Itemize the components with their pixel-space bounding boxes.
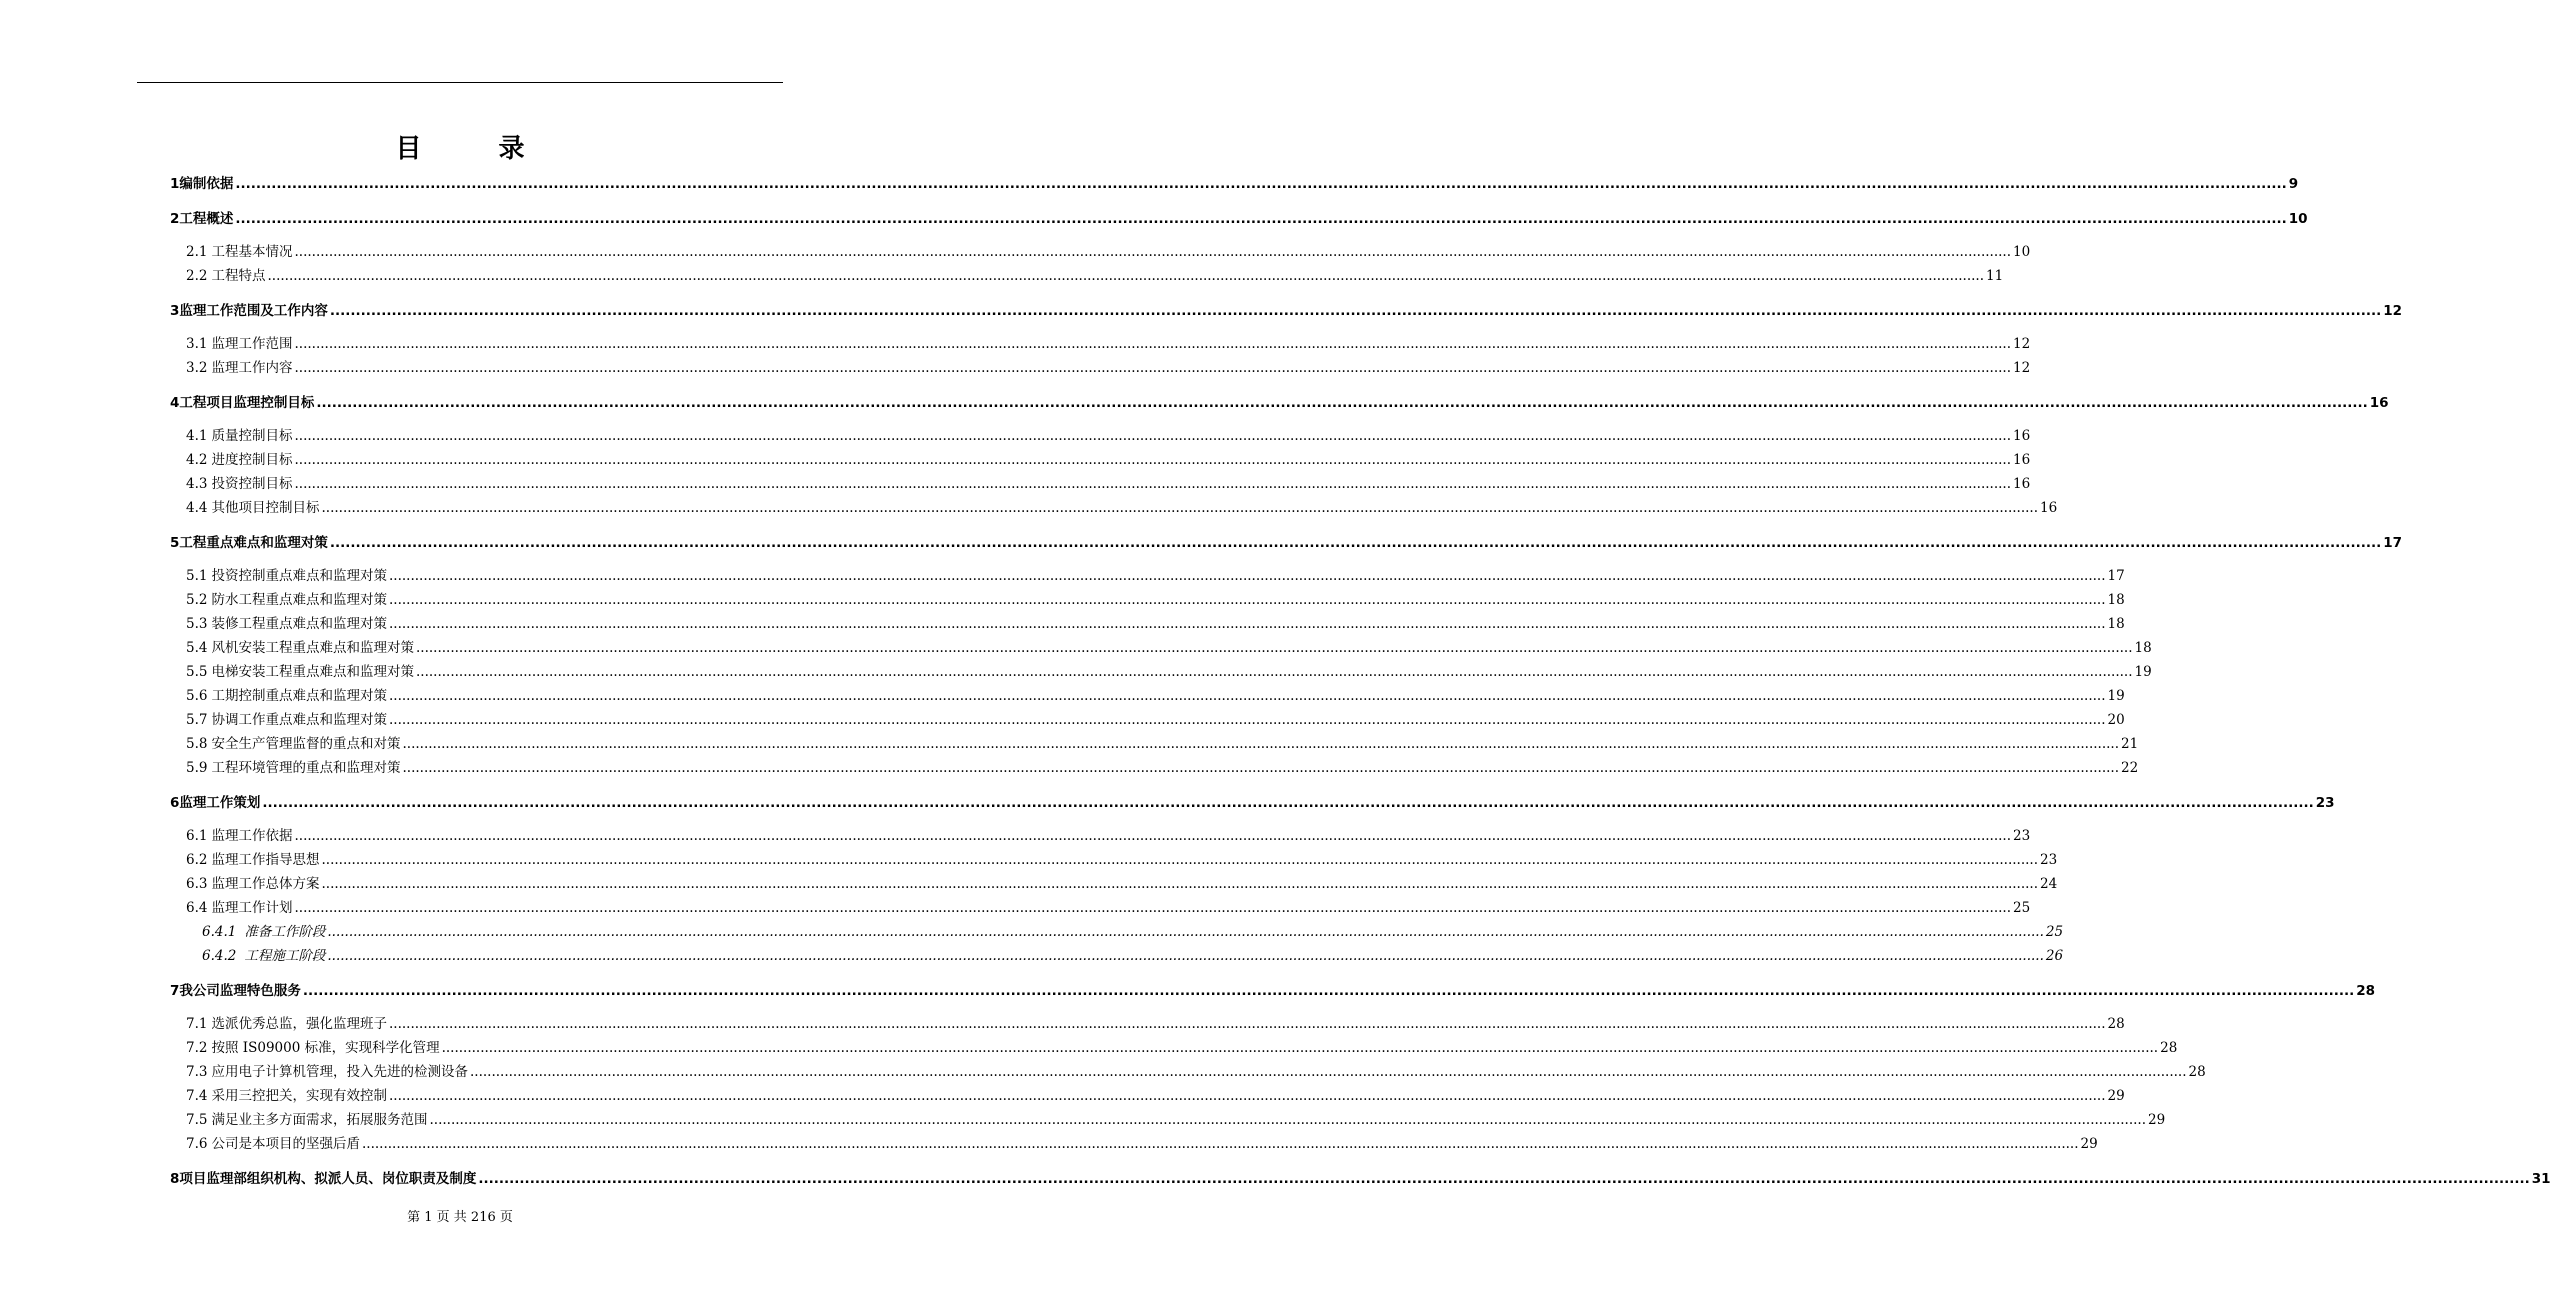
toc-entry-page: 23	[2013, 828, 2031, 844]
toc-entry-page: 12	[2383, 303, 2403, 319]
toc-dot-leader: ................................................................................................................................................................................................................................................................................................................................................................................................................	[388, 688, 2106, 704]
toc-entry-page: 17	[2107, 568, 2125, 584]
toc-dot-leader: ................................................................................................................................................................................................................................................................................................................................................................................................................	[388, 1088, 2106, 1104]
toc-dot-leader: ................................................................................................................................................................................................................................................................................................................................................................................................................	[316, 395, 2368, 411]
toc-entry-title: 监理工作计划	[211, 900, 293, 916]
toc-dot-leader: ................................................................................................................................................................................................................................................................................................................................................................................................................	[469, 1064, 2187, 1080]
toc-entry[interactable]	[186, 424, 2031, 444]
toc-dot-leader: ................................................................................................................................................................................................................................................................................................................................................................................................................	[402, 736, 2119, 752]
toc-entry[interactable]	[186, 588, 2125, 608]
toc-entry-page: 10	[2013, 244, 2031, 260]
toc-entry-page: 23	[2315, 795, 2335, 811]
toc-entry[interactable]	[186, 824, 2031, 844]
toc-dot-leader: ................................................................................................................................................................................................................................................................................................................................................................................................................	[388, 1016, 2106, 1032]
toc-entry-number: 6.1	[186, 828, 208, 844]
toc-entry[interactable]	[170, 791, 2335, 811]
toc-entry-number: 5.9	[186, 760, 208, 776]
toc-entry-page: 21	[2121, 736, 2139, 752]
toc-entry-title: 满足业主多方面需求，拓展服务范围	[211, 1112, 428, 1128]
toc-dot-leader: ................................................................................................................................................................................................................................................................................................................................................................................................................	[329, 535, 2382, 551]
toc-entry-title: 监理工作策划	[179, 795, 261, 811]
toc-entry[interactable]	[170, 1167, 2551, 1187]
toc-entry-page: 25	[2045, 924, 2064, 940]
toc-entry-number: 5.3	[186, 616, 208, 632]
toc-entry-number: 4	[170, 395, 180, 411]
toc-entry-number: 5.2	[186, 592, 208, 608]
toc-entry-title: 编制依据	[179, 176, 234, 192]
toc-entry[interactable]	[170, 531, 2403, 551]
toc-dot-leader: ................................................................................................................................................................................................................................................................................................................................................................................................................	[294, 428, 2011, 444]
toc-entry[interactable]	[186, 1108, 2166, 1128]
toc-entry-page: 24	[2040, 876, 2058, 892]
toc-entry[interactable]	[186, 1060, 2206, 1080]
toc-dot-leader: ................................................................................................................................................................................................................................................................................................................................................................................................................	[294, 336, 2011, 352]
toc-entry-page: 16	[2369, 395, 2389, 411]
toc-entry-page: 12	[2013, 360, 2031, 376]
toc-entry[interactable]	[170, 391, 2389, 411]
toc-entry-title: 工程环境管理的重点和监理对策	[211, 760, 401, 776]
toc-entry[interactable]	[186, 848, 2058, 868]
toc-entry-number: 2.1	[186, 244, 208, 260]
toc-entry-title: 监理工作总体方案	[211, 876, 320, 892]
toc-entry-title: 协调工作重点难点和监理对策	[211, 712, 387, 728]
toc-entry[interactable]	[186, 472, 2031, 492]
toc-entry-title: 我公司监理特色服务	[179, 983, 301, 999]
toc-entry-number: 5.7	[186, 712, 208, 728]
toc-entry[interactable]	[186, 708, 2125, 728]
toc-dot-leader: ................................................................................................................................................................................................................................................................................................................................................................................................................	[267, 268, 1984, 284]
toc-entry-number: 7.4	[186, 1088, 208, 1104]
toc-entry-page: 11	[1986, 268, 2004, 284]
toc-dot-leader: ................................................................................................................................................................................................................................................................................................................................................................................................................	[321, 852, 2038, 868]
toc-entry-title: 质量控制目标	[211, 428, 293, 444]
toc-entry-number: 5.5	[186, 664, 208, 680]
toc-dot-leader: ................................................................................................................................................................................................................................................................................................................................................................................................................	[294, 244, 2011, 260]
toc-entry[interactable]	[186, 1036, 2178, 1056]
toc-entry-number: 4.4	[186, 500, 208, 516]
toc-entry-page: 25	[2013, 900, 2031, 916]
toc-entry[interactable]	[186, 448, 2031, 468]
toc-entry-title: 其他项目控制目标	[211, 500, 320, 516]
toc-dot-leader: ................................................................................................................................................................................................................................................................................................................................................................................................................	[388, 616, 2106, 632]
toc-entry[interactable]	[186, 240, 2031, 260]
toc-entry-title: 工程项目监理控制目标	[179, 395, 315, 411]
toc-entry-number: 2.2	[186, 268, 208, 284]
toc-entry-page: 31	[2531, 1171, 2551, 1187]
toc-entry-title: 选派优秀总监，强化监理班子	[211, 1016, 387, 1032]
toc-entry-title: 项目监理部组织机构、拟派人员、岗位职责及制度	[179, 1171, 477, 1187]
toc-entry-title: 监理工作范围	[211, 336, 293, 352]
toc-entry[interactable]	[186, 896, 2031, 916]
toc-entry-page: 18	[2134, 640, 2152, 656]
toc-entry-title: 进度控制目标	[211, 452, 293, 468]
toc-entry[interactable]	[186, 1132, 2098, 1152]
toc-entry-number: 2	[170, 211, 180, 227]
toc-entry-page: 17	[2383, 535, 2403, 551]
toc-dot-leader: ................................................................................................................................................................................................................................................................................................................................................................................................................	[294, 360, 2011, 376]
toc-entry[interactable]	[186, 356, 2031, 376]
toc-dot-leader: ................................................................................................................................................................................................................................................................................................................................................................................................................	[478, 1171, 2530, 1187]
toc-dot-leader: ................................................................................................................................................................................................................................................................................................................................................................................................................	[329, 303, 2382, 319]
toc-entry[interactable]	[186, 636, 2152, 656]
toc-entry[interactable]	[186, 612, 2125, 632]
toc-entry-number: 4.2	[186, 452, 208, 468]
toc-entry-title: 监理工作内容	[211, 360, 293, 376]
toc-entry-number: 3.2	[186, 360, 208, 376]
toc-entry-page: 16	[2040, 500, 2058, 516]
toc-entry-title: 工程概述	[179, 211, 234, 227]
toc-dot-leader: ................................................................................................................................................................................................................................................................................................................................................................................................................	[294, 828, 2011, 844]
toc-dot-leader: ................................................................................................................................................................................................................................................................................................................................................................................................................	[262, 795, 2314, 811]
page-footer: 第 1 页 共 216 页	[407, 1210, 513, 1225]
toc-entry[interactable]	[186, 496, 2058, 516]
toc-entry-page: 26	[2045, 948, 2064, 964]
toc-entry-number: 5.4	[186, 640, 208, 656]
toc-dot-leader: ................................................................................................................................................................................................................................................................................................................................................................................................................	[302, 983, 2355, 999]
toc-entry-number: 6.4.1	[202, 924, 237, 940]
toc-entry-page: 19	[2107, 688, 2125, 704]
toc-entry-title: 工程施工阶段	[244, 948, 326, 964]
toc-entry-title: 工期控制重点难点和监理对策	[211, 688, 387, 704]
toc-entry-page: 28	[2107, 1016, 2125, 1032]
toc-entry[interactable]	[186, 660, 2152, 680]
toc-entry-number: 7.6	[186, 1136, 208, 1152]
toc-entry-number: 6.4	[186, 900, 208, 916]
toc-dot-leader: ................................................................................................................................................................................................................................................................................................................................................................................................................	[321, 876, 2038, 892]
toc-entry[interactable]	[186, 264, 2004, 284]
toc-entry-page: 18	[2107, 616, 2125, 632]
toc-entry-number: 5.6	[186, 688, 208, 704]
toc-dot-leader: ................................................................................................................................................................................................................................................................................................................................................................................................................	[327, 924, 2044, 940]
toc-entry-page: 20	[2107, 712, 2125, 728]
toc-entry-number: 8	[170, 1171, 180, 1187]
toc-entry-title: 应用电子计算机管理，投入先进的检测设备	[211, 1064, 468, 1080]
toc-entry[interactable]	[186, 756, 2139, 776]
toc-entry[interactable]	[186, 732, 2139, 752]
toc-entry-title: 按照 IS09000 标准，实现科学化管理	[211, 1040, 440, 1056]
toc-entry-page: 16	[2013, 428, 2031, 444]
toc-dot-leader: ................................................................................................................................................................................................................................................................................................................................................................................................................	[294, 900, 2011, 916]
toc-dot-leader: ................................................................................................................................................................................................................................................................................................................................................................................................................	[361, 1136, 2079, 1152]
toc-entry-number: 3	[170, 303, 180, 319]
toc-dot-leader: ................................................................................................................................................................................................................................................................................................................................................................................................................	[235, 211, 2287, 227]
toc-entry-number: 5.8	[186, 736, 208, 752]
toc-entry[interactable]	[170, 207, 2308, 227]
page-title: 目 录	[395, 134, 559, 164]
toc-entry-title: 防水工程重点难点和监理对策	[211, 592, 387, 608]
toc-entry-number: 7.1	[186, 1016, 208, 1032]
toc-entry-number: 5.1	[186, 568, 208, 584]
toc-entry-number: 4.3	[186, 476, 208, 492]
toc-entry-page: 23	[2040, 852, 2058, 868]
toc-entry-number: 3.1	[186, 336, 208, 352]
toc-dot-leader: ................................................................................................................................................................................................................................................................................................................................................................................................................	[294, 476, 2011, 492]
toc-entry-title: 安全生产管理监督的重点和对策	[211, 736, 401, 752]
toc-entry-title: 采用三控把关，实现有效控制	[211, 1088, 387, 1104]
toc-dot-leader: ................................................................................................................................................................................................................................................................................................................................................................................................................	[402, 760, 2119, 776]
toc-entry-title: 准备工作阶段	[244, 924, 326, 940]
toc-entry-number: 7.3	[186, 1064, 208, 1080]
toc-entry-title: 工程重点难点和监理对策	[179, 535, 328, 551]
toc-entry-number: 5	[170, 535, 180, 551]
toc-entry-number: 7.5	[186, 1112, 208, 1128]
toc-entry-title: 装修工程重点难点和监理对策	[211, 616, 387, 632]
toc-entry-page: 16	[2013, 452, 2031, 468]
toc-entry[interactable]	[186, 564, 2125, 584]
toc-entry-page: 18	[2107, 592, 2125, 608]
toc-entry-page: 19	[2134, 664, 2152, 680]
toc-dot-leader: ................................................................................................................................................................................................................................................................................................................................................................................................................	[441, 1040, 2159, 1056]
toc-dot-leader: ................................................................................................................................................................................................................................................................................................................................................................................................................	[321, 500, 2038, 516]
toc-entry[interactable]	[186, 1012, 2125, 1032]
toc-dot-leader: ................................................................................................................................................................................................................................................................................................................................................................................................................	[415, 664, 2133, 680]
toc-entry-title: 公司是本项目的坚强后盾	[211, 1136, 360, 1152]
toc-entry[interactable]	[170, 172, 2299, 192]
toc-entry-page: 22	[2121, 760, 2139, 776]
toc-entry-title: 工程基本情况	[211, 244, 293, 260]
toc-dot-leader: ................................................................................................................................................................................................................................................................................................................................................................................................................	[429, 1112, 2146, 1128]
toc-entry-number: 6	[170, 795, 180, 811]
toc-entry[interactable]	[186, 332, 2031, 352]
toc-entry-title: 工程特点	[211, 268, 266, 284]
toc-entry-page: 9	[2288, 176, 2299, 192]
toc-entry-title: 投资控制目标	[211, 476, 293, 492]
toc-dot-leader: ................................................................................................................................................................................................................................................................................................................................................................................................................	[235, 176, 2287, 192]
toc-entry-page: 16	[2013, 476, 2031, 492]
toc-dot-leader: ................................................................................................................................................................................................................................................................................................................................................................................................................	[388, 568, 2106, 584]
toc-entry-page: 10	[2288, 211, 2308, 227]
toc-entry-title: 监理工作范围及工作内容	[179, 303, 328, 319]
toc-entry[interactable]	[186, 684, 2125, 704]
toc-entry-title: 投资控制重点难点和监理对策	[211, 568, 387, 584]
toc-entry-title: 监理工作指导思想	[211, 852, 320, 868]
toc-entry[interactable]	[186, 872, 2058, 892]
toc-entry[interactable]	[186, 1084, 2125, 1104]
toc-entry-title: 电梯安装工程重点难点和监理对策	[211, 664, 414, 680]
toc-dot-leader: ................................................................................................................................................................................................................................................................................................................................................................................................................	[327, 948, 2044, 964]
toc-entry[interactable]	[170, 979, 2376, 999]
toc-entry-number: 6.4.2	[202, 948, 237, 964]
toc-entry-number: 7	[170, 983, 180, 999]
toc-entry-title: 监理工作依据	[211, 828, 293, 844]
toc-entry[interactable]	[202, 920, 2064, 940]
toc-entry-number: 6.2	[186, 852, 208, 868]
toc-entry-page: 12	[2013, 336, 2031, 352]
toc-entry-page: 28	[2356, 983, 2376, 999]
toc-entry-number: 4.1	[186, 428, 208, 444]
toc-entry-number: 1	[170, 176, 180, 192]
toc-entry[interactable]	[170, 299, 2403, 319]
toc-dot-leader: ................................................................................................................................................................................................................................................................................................................................................................................................................	[415, 640, 2133, 656]
toc-entry-page: 29	[2080, 1136, 2098, 1152]
toc-entry-page: 29	[2107, 1088, 2125, 1104]
toc-dot-leader: ................................................................................................................................................................................................................................................................................................................................................................................................................	[388, 712, 2106, 728]
toc-dot-leader: ................................................................................................................................................................................................................................................................................................................................................................................................................	[388, 592, 2106, 608]
toc-entry-number: 6.3	[186, 876, 208, 892]
toc-entry-number: 7.2	[186, 1040, 208, 1056]
toc-dot-leader: ................................................................................................................................................................................................................................................................................................................................................................................................................	[294, 452, 2011, 468]
toc-entry-page: 28	[2188, 1064, 2206, 1080]
toc-entry[interactable]	[202, 944, 2064, 964]
toc-entry-page: 29	[2148, 1112, 2166, 1128]
toc-entry-title: 风机安装工程重点难点和监理对策	[211, 640, 414, 656]
toc-entry-page: 28	[2160, 1040, 2178, 1056]
